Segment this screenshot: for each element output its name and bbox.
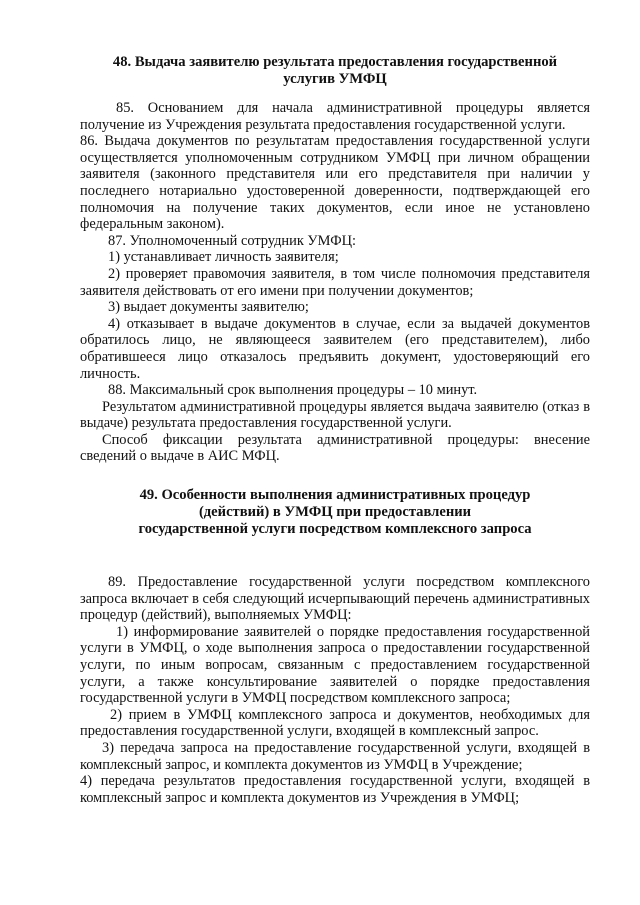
list-item-89-1: 1) информирование заявителей о порядке предоставления государственной услуги в УМФЦ, о ходе выполнения запроса о предоставлении государственной услуги, по иным вопросам, связанным с предоставлением государственной услуги, а также консультирование заявителей о порядке предоставления государственной услуги в УМФЦ посредством комплексного запроса;	[80, 623, 590, 707]
document-page	[80, 54, 590, 806]
paragraph-fixation: Способ фиксации результата административной процедуры: внесение сведений о выдаче в АИС МФЦ.	[80, 431, 590, 465]
section-49-title-line-2: (действий) в УМФЦ при предоставлении	[198, 504, 472, 521]
paragraph-88: 88. Максимальный срок выполнения процедуры – 10 минут.	[108, 382, 478, 399]
list-item-87-2: 2) проверяет правомочия заявителя, в том числе полномочия представителя заявителя действовать от его имени при получении документов;	[80, 265, 590, 299]
list-item-87-3: 3) выдает документы заявителю;	[108, 299, 309, 316]
section-48-title-line-2: услугив УМФЦ	[283, 71, 387, 87]
paragraph-86: 86. Выдача документов по результатам предоставления государственной услуги осуществляется уполномоченным сотрудником УМФЦ при личном обращении заявителя (законного представителя или его представителя при наличии у последнего нотариально удостоверенной доверенности, подтверждающей его полномочия на получение таких документов, если иное не установлено федеральным законом).	[80, 133, 590, 233]
paragraph-89: 89. Предоставление государственной услуги посредством комплексного запроса включает в себя следующий исчерпывающий перечень административных процедур (действий), выполняемых УМФЦ:	[80, 574, 590, 624]
list-item-87-4: 4) отказывает в выдаче документов в случае, если за выдачей документов обратилось лицо, не являющееся заявителем (его представителем), либо обратившееся лицо отказалось предъявить документ, удостоверяющий его личность.	[80, 315, 590, 382]
paragraph-85: 85. Основанием для начала административной процедуры является получение из Учреждения результата предоставления государственной услуги.	[80, 100, 590, 133]
section-49-title-line-3: государственной услуги посредством комплексного запроса	[138, 521, 532, 538]
section-49-heading	[80, 487, 590, 538]
section-48-title-line-1: 48. Выдача заявителю результата предоставления государственной	[112, 54, 558, 70]
list-item-87-1: 1) устанавливает личность заявителя;	[108, 249, 339, 266]
list-item-89-3: 3) передача запроса на предоставление государственной услуги, входящей в комплексный запрос, и комплекта документов из УМФЦ в Учреждение;	[80, 740, 590, 773]
list-item-89-4: 4) передача результатов предоставления государственной услуги, входящей в комплексный запрос и комплекта документов из Учреждения в УМФЦ;	[80, 773, 590, 806]
list-item-89-2: 2) прием в УМФЦ комплексного запроса и документов, необходимых для предоставления государственной услуги, входящей в комплексный запрос.	[80, 706, 590, 740]
paragraph-87: 87. Уполномоченный сотрудник УМФЦ:	[108, 232, 356, 249]
paragraph-result: Результатом административной процедуры является выдача заявителю (отказ в выдаче) результата предоставления государственной услуги.	[80, 398, 590, 432]
section-49-title-line-1: 49. Особенности выполнения административных процедур	[139, 487, 531, 504]
section-48-heading	[80, 54, 590, 88]
